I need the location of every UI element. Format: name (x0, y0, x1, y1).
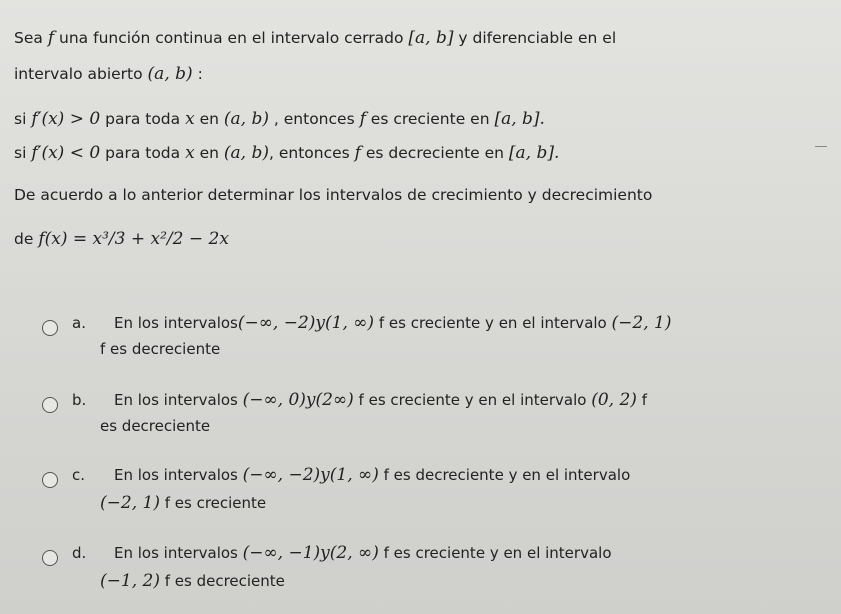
option-text: f es creciente y en el intervalo (353, 391, 592, 409)
option-text: f (636, 391, 647, 409)
rule-text: en (194, 144, 224, 162)
option-a-line-2 (100, 338, 220, 360)
rule-text: es creciente en (365, 110, 495, 128)
math-closed-interval: [a, b]. (508, 143, 560, 163)
option-d-radio[interactable] (42, 550, 58, 566)
question-text: de (14, 230, 39, 248)
math-interval: (−2, 1) (611, 313, 672, 333)
option-text: f es decreciente (159, 572, 285, 590)
option-letter: b. (72, 391, 87, 409)
option-c-radio[interactable] (42, 472, 58, 488)
math-open-interval: (a, b) (147, 64, 193, 84)
option-letter: d. (72, 544, 87, 562)
intro-text: : (192, 65, 203, 83)
option-text: En los intervalos (114, 544, 243, 562)
math-interval: (−∞, −2)y(1, ∞) (237, 313, 375, 333)
option-text: En los intervalos (114, 391, 243, 409)
math-condition: f′(x) < 0 (31, 143, 101, 163)
math-interval: (−∞, −2)y(1, ∞) (242, 465, 379, 485)
math-interval: (−1, 2) (100, 571, 160, 591)
rule-text: para toda (100, 110, 186, 128)
option-letter: c. (72, 466, 86, 484)
math-function: f(x) = x³/3 + x²/2 − 2x (38, 229, 229, 249)
math-f: f (47, 28, 55, 48)
math-interval: (−∞, 0)y(2∞) (242, 390, 354, 410)
intro-line-1 (14, 28, 616, 48)
option-text: En los intervalos (114, 466, 243, 484)
option-text: f es creciente (159, 494, 267, 512)
option-a[interactable] (72, 312, 671, 334)
intro-line-2 (14, 64, 203, 84)
option-text: En los intervalos (114, 314, 238, 332)
intro-text: una función continua en el intervalo cerrado (54, 29, 409, 47)
option-letter: a. (72, 314, 86, 332)
question-text: De acuerdo a lo anterior determinar los intervalos de crecimiento y decrecimiento (14, 186, 653, 204)
math-interval: (0, 2) (591, 390, 637, 410)
math-interval: (−2, 1) (100, 493, 160, 513)
rule-text: en (194, 110, 224, 128)
option-text: f es decreciente (100, 340, 221, 358)
option-c[interactable] (72, 464, 630, 486)
math-x: x (185, 109, 195, 129)
math-f: f (359, 109, 366, 129)
math-condition: f′(x) > 0 (31, 109, 101, 129)
option-b[interactable] (72, 389, 647, 411)
option-d[interactable] (72, 542, 612, 564)
option-text: f es creciente y en el intervalo (378, 544, 612, 562)
option-d-line-2 (100, 570, 285, 592)
option-text: es decreciente (100, 417, 211, 435)
scan-mark (815, 146, 827, 147)
rule-text: si (14, 110, 32, 128)
math-x: x (185, 143, 195, 163)
option-b-radio[interactable] (42, 397, 58, 413)
rule-text: , entonces (268, 110, 360, 128)
question-line-2 (14, 229, 229, 249)
rule-decreasing (14, 143, 559, 163)
math-open-interval: (a, b) (223, 143, 269, 163)
math-interval: (−∞, −1)y(2, ∞) (242, 543, 379, 563)
math-open-interval: (a, b) (223, 109, 269, 129)
option-text: f es decreciente y en el intervalo (378, 466, 631, 484)
option-c-line-2 (100, 492, 266, 514)
intro-text: Sea (14, 29, 48, 47)
option-b-line-2 (100, 415, 210, 437)
rule-text: , entonces (268, 144, 355, 162)
rule-text: si (14, 144, 32, 162)
rule-text: para toda (100, 144, 186, 162)
rule-text: es decreciente en (360, 144, 509, 162)
option-a-radio[interactable] (42, 320, 58, 336)
rule-increasing (14, 109, 545, 129)
math-closed-interval: [a, b]. (494, 109, 545, 129)
intro-text: intervalo abierto (14, 65, 148, 83)
math-f: f (354, 143, 361, 163)
question-line-1 (14, 186, 652, 204)
option-text: f es creciente y en el intervalo (374, 314, 612, 332)
intro-text: y diferenciable en el (453, 29, 617, 47)
math-closed-interval: [a, b] (408, 28, 454, 48)
